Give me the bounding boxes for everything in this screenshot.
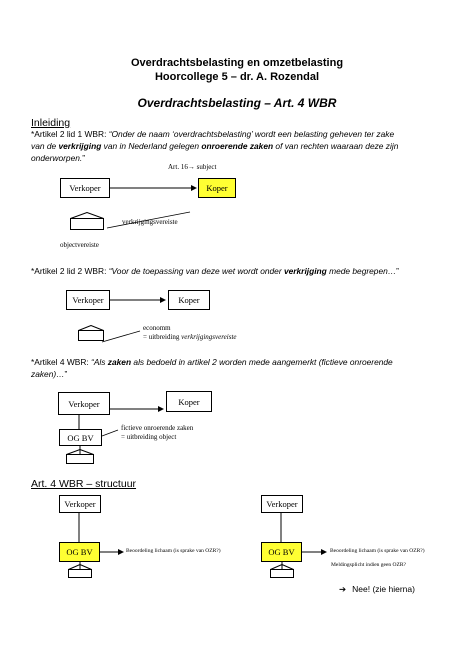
verkoper-box: Verkoper (66, 290, 110, 310)
subject-art16: Art. 16 (168, 163, 188, 171)
section-inleiding: Inleiding (31, 117, 71, 129)
para3-lead: *Artikel 4 WBR: (31, 357, 92, 367)
para1-lead: *Artikel 2 lid 1 WBR: (31, 129, 109, 139)
page-heading: Overdrachtsbelasting – Art. 4 WBR (137, 96, 337, 110)
para2-quote-2: mede begrepen… (326, 266, 397, 276)
house-icon (70, 212, 104, 230)
house-icon (66, 449, 94, 464)
document-subtitle: Hoorcollege 5 – dr. A. Rozendal (154, 71, 320, 83)
objectvereiste-label: objectvereiste (60, 241, 99, 249)
meldingsplicht-label: Meldingsplicht indien geen OZR? (331, 562, 406, 568)
footnote-text: Nee! (zie hierna) (352, 584, 415, 594)
para3-bold-zaken: zaken (107, 357, 132, 367)
para1-bold-verkrijging: verkrijging (58, 141, 102, 151)
para1-quote-2a: van de (31, 141, 59, 151)
koper-box: Koper (166, 391, 212, 412)
koper-box: Koper (168, 290, 210, 310)
house-icon (68, 564, 92, 578)
koper-box: Koper (198, 178, 236, 198)
subject-word: subject (194, 163, 217, 171)
para2-bold-verkrijging: verkrijging (283, 266, 327, 276)
og-bv-box: OG BV (261, 542, 302, 562)
para2-lead: *Artikel 2 lid 2 WBR: (31, 266, 109, 276)
para3-quote-1: “Als (91, 357, 108, 367)
verkrijgingsvereiste-label: verkrijgingsvereiste (122, 218, 178, 226)
document-title: Overdrachtsbelasting en omzetbelasting (130, 57, 344, 69)
para3-end-quote: ” (64, 369, 68, 379)
og-bv-box: OG BV (59, 542, 100, 562)
verkoper-box: Verkoper (58, 392, 110, 415)
beoordeling-label: Beoordeling lichaam (is sprake van OZR?) (330, 548, 425, 554)
para2-quote-1: “Voor de toepassing van deze wet wordt onder (108, 266, 284, 276)
subject-label (168, 163, 216, 171)
arrow-right-icon: → (187, 163, 195, 171)
fictieve-onroerende-zaken-text: fictieve onroerende zaken (121, 424, 194, 432)
verkrijgingsvereiste-text: verkrijgingsvereiste (181, 333, 237, 341)
footnote (339, 584, 415, 595)
para1-quote-2c: of van rechten waaraan deze zijn (273, 141, 399, 151)
para1-quote-3: onderworpen. (31, 153, 83, 163)
economm-text: economm (143, 324, 171, 332)
para1-end-quote: ” (82, 153, 86, 163)
verkoper-box: Verkoper (261, 495, 303, 513)
section-structuur: Art. 4 WBR – structuur (31, 478, 137, 490)
house-icon (78, 325, 104, 341)
paragraph-art2-lid2 (31, 265, 451, 277)
paragraph-art4 (31, 356, 451, 380)
para2-end-quote: ” (396, 266, 399, 276)
para1-bold-onroerende-zaken: onroerende zaken (201, 141, 274, 151)
uitbreiding-verkrijging-label (143, 324, 237, 342)
og-bv-box: OG BV (59, 429, 102, 446)
uitbreiding-text: = uitbreiding (143, 333, 182, 341)
fictieve-zaken-label (121, 424, 193, 442)
beoordeling-label: Beoordeling lichaam (is sprake van OZR?) (126, 548, 221, 554)
para1-quote-2b: van in Nederland gelegen (101, 141, 202, 151)
verkoper-box: Verkoper (60, 178, 110, 198)
para1-quote-1: “Onder de naam ‘overdrachtsbelasting’ wordt een belasting geheven ter zake (108, 129, 395, 139)
arrow-right-icon: ➔ (339, 584, 347, 594)
para3-quote-3: zaken)… (31, 369, 65, 379)
uitbreiding-object-text: = uitbreiding object (121, 433, 177, 441)
para3-quote-2: als bedoeld in artikel 2 worden mede aangemerkt (fictieve onroerende (131, 357, 393, 367)
verkoper-box: Verkoper (59, 495, 101, 513)
house-icon (270, 564, 294, 578)
